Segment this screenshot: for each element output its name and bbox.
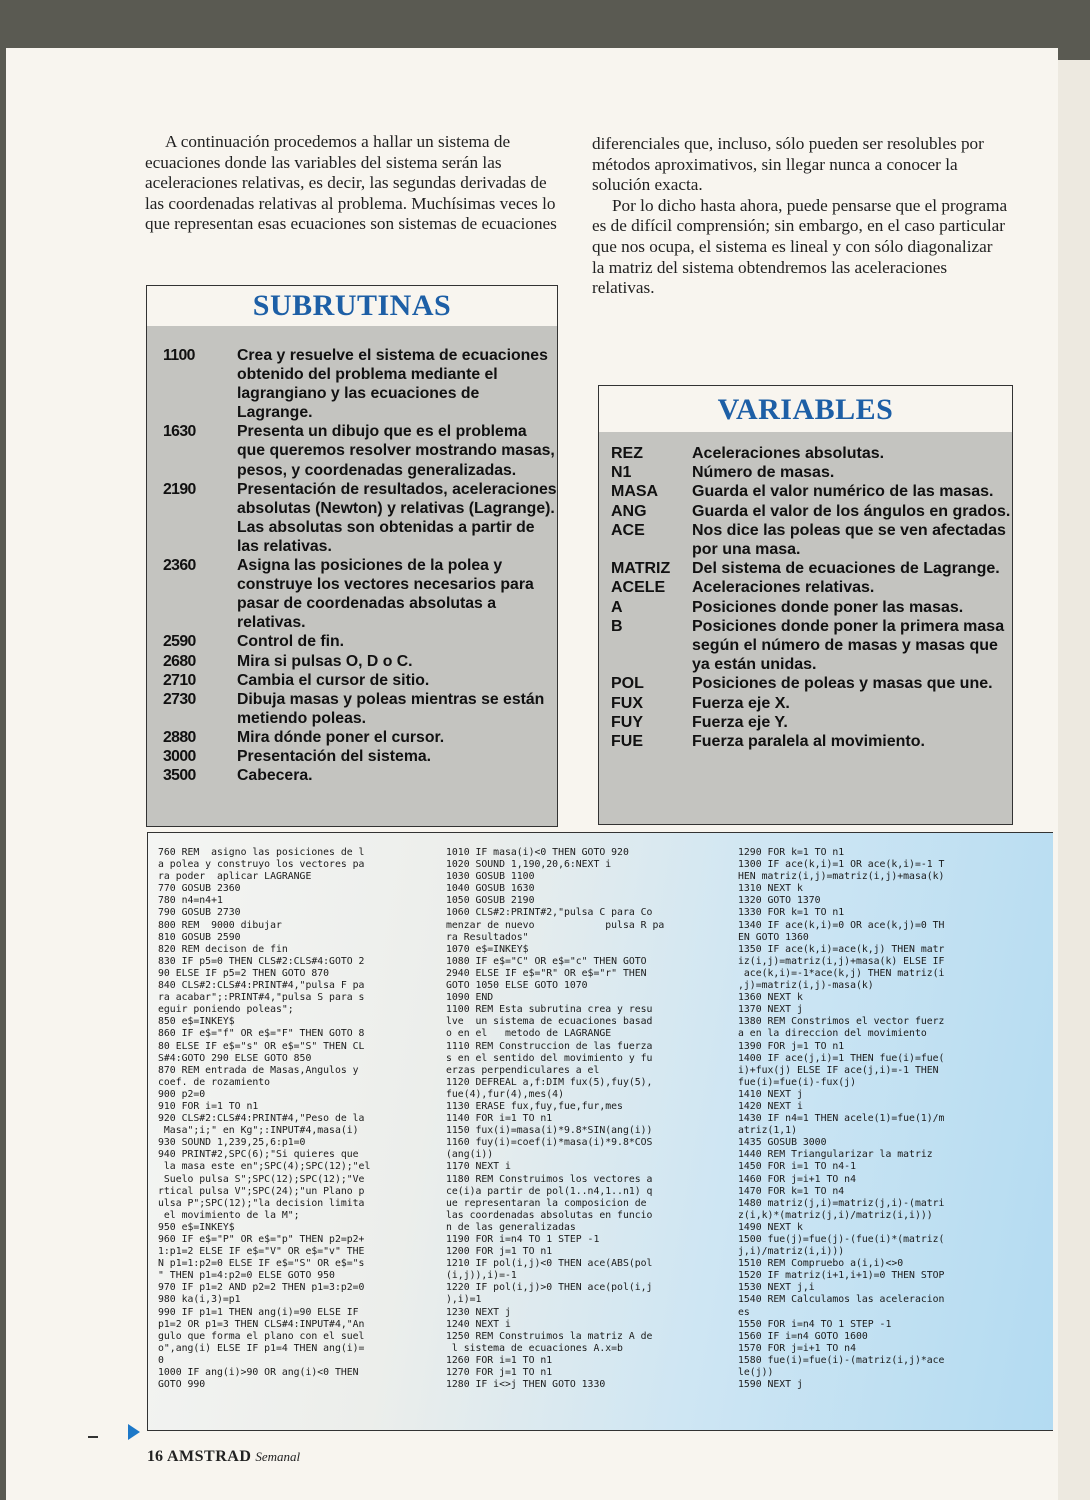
variable-name: MASA <box>611 483 659 501</box>
facing-page-edge <box>1058 60 1090 1500</box>
variable-name: A <box>611 598 623 616</box>
magazine-name: AMSTRAD <box>167 1448 252 1465</box>
subrutina-line-number: 2680 <box>163 652 196 670</box>
variable-description: Posiciones donde poner la primera masa según el número de masas y masas que ya están unidas. <box>692 617 1005 674</box>
variable-description: Fuerza paralela al movimiento. <box>692 733 925 751</box>
page-footer <box>147 1448 300 1466</box>
subrutina-item <box>147 556 557 632</box>
subrutina-item <box>147 747 557 766</box>
subrutina-line-number: 2730 <box>163 690 196 708</box>
listing-column-3: 1290 FOR k=1 TO n1 1300 IF ace(k,i)=1 OR ace(k,i)=-1 T HEN matriz(i,j)=matriz(i,j)+masa(k) 1310 NEXT k 1320 GOTO 1370 1330 FOR k=1 TO n1 1340 IF ace(k,i)=0 OR ace(k,j)=0 TH EN GOTO 1360 1350 IF ace(k,i)=ace(k,j) THEN matr iz(i,j)=matriz(i,j)+masa(k) ELSE IF ace(k,i)=-1*ace(k,j) THEN matriz(i ,j)=matriz(i,j)-masa(k) 1360 NEXT k 1370 NEXT j 1380 REM Constrimos el vector fuerz a en la direccion del movimiento 1390 FOR j=1 TO n1 1400 IF ace(j,i)=1 THEN fue(i)=fue( i)+fux(j) ELSE IF ace(j,i)=-1 THEN fue(i)=fue(i)-fux(j) 1410 NEXT j 1420 NEXT i 1430 IF n4=1 THEN acele(1)=fue(1)/m atriz(1,1) 1435 GOSUB 3000 1440 REM Triangularizar la matriz 1450 FOR i=1 TO n4-1 1460 FOR j=i+1 TO n4 1470 FOR k=1 TO n4 1480 matriz(j,i)=matriz(j,i)-(matri z(i,k)*(matriz(j,i)/matriz(i,i))) 1490 NEXT k 1500 fue(j)=fue(j)-(fue(i)*(matriz( j,i)/matriz(i,i))) 1510 REM Compruebo a(i,i)<>0 1520 IF matriz(i+1,i+1)=0 THEN STOP 1530 NEXT j,i 1540 REM Calculamos las aceleracion es 1550 FOR i=n4 TO 1 STEP -1 1560 IF i=n4 GOTO 1600 1570 FOR j=i+1 TO n4 1580 fue(i)=fue(i)-(matriz(i,j)*ace le(j)) 1590 NEXT j <box>738 847 945 1391</box>
subrutina-description: Mira si pulsas O, D o C. <box>237 652 413 670</box>
variable-description: Del sistema de ecuaciones de Lagrange. <box>692 560 1000 578</box>
variable-item <box>599 732 1012 751</box>
subrutina-item <box>147 690 557 728</box>
variable-name: MATRIZ <box>611 560 671 578</box>
subrutina-line-number: 1100 <box>163 347 195 364</box>
subrutina-description: Control de fin. <box>237 633 345 651</box>
subrutina-item <box>147 728 557 747</box>
magazine-subtitle: Semanal <box>255 1449 301 1464</box>
variable-item <box>599 713 1012 732</box>
variable-description: Guarda el valor numérico de las masas. <box>692 483 994 501</box>
intro-left-paragraph: A continuación procedemos a hallar un sistema de ecuaciones donde las variables del sistema serán las aceleraciones relativas, es decir, las segundas derivadas de las coordenadas relativas al problema. Muchísimas veces lo que representan esas ecuaciones son sistemas de ecuaciones <box>145 132 557 234</box>
variables-list <box>599 432 1012 824</box>
subrutina-line-number: 2360 <box>163 557 196 575</box>
variable-name: B <box>611 617 623 635</box>
subrutina-line-number: 3000 <box>163 747 196 765</box>
variable-item <box>599 617 1012 675</box>
variable-description: Aceleraciones absolutas. <box>692 445 885 462</box>
subrutina-line-number: 2590 <box>163 633 196 651</box>
variable-item <box>599 463 1012 482</box>
subrutinas-list <box>147 326 557 826</box>
variable-name: ACELE <box>611 579 666 597</box>
variable-name: FUE <box>611 733 643 751</box>
variable-name: N1 <box>611 464 632 482</box>
variable-name: REZ <box>611 445 643 462</box>
subrutina-description: Asigna las posiciones de la polea y construye los vectores necesarios para pasar de coordenadas absolutas a relativas. <box>237 557 534 632</box>
listing-column-1: 760 REM asigno las posiciones de l a polea y construyo los vectores pa ra poder aplicar LAGRANGE 770 GOSUB 2360 780 n4=n4+1 790 GOSUB 2730 800 REM 9000 dibujar 810 GOSUB 2590 820 REM decison de fin 830 IF p5=0 THEN CLS#2:CLS#4:GOTO 2 90 ELSE IF p5=2 THEN GOTO 870 840 CLS#2:CLS#4:PRINT#4,"pulsa F pa ra acabar";:PRINT#4,"pulsa S para s eguir poniendo poleas"; 850 e$=INKEY$ 860 IF e$="f" OR e$="F" THEN GOTO 8 80 ELSE IF e$="s" OR e$="S" THEN CL S#4:GOTO 290 ELSE GOTO 850 870 REM entrada de Masas,Angulos y coef. de rozamiento 900 p2=0 910 FOR i=1 TO n1 920 CLS#2:CLS#4:PRINT#4,"Peso de la Masa";i;" en Kg";:INPUT#4,masa(i) 930 SOUND 1,239,25,6:p1=0 940 PRINT#2,SPC(6);"Si quieres que la masa este en";SPC(4);SPC(12);"el Suelo pulsa S";SPC(12);SPC(12);"Ve rtical pulsa V";SPC(24);"un Plano p ulsa P";SPC(12);"la decision limita el movimiento de la M"; 950 e$=INKEY$ 960 IF e$="P" OR e$="p" THEN p2=p2+ 1:p1=2 ELSE IF e$="V" OR e$="v" THE N p1=1:p2=0 ELSE IF e$="S" OR e$="s " THEN p1=4:p2=0 ELSE GOTO 950 970 IF p1=2 AND p2=2 THEN p1=3:p2=0 980 ka(i,3)=p1 990 IF p1=1 THEN ang(i)=90 ELSE IF p1=2 OR p1=3 THEN CLS#4:INPUT#4,"An gulo que forma el plano con el suel o",ang(i) ELSE IF p1=4 THEN ang(i)= 0 1000 IF ang(i)>90 OR ang(i)<0 THEN GOTO 990 <box>158 847 371 1391</box>
subrutina-item <box>147 671 557 690</box>
subrutina-item <box>147 766 557 785</box>
subrutina-description: Cabecera. <box>237 767 313 785</box>
listing-marker-triangle <box>128 1424 140 1440</box>
variables-title: VARIABLES <box>717 393 894 426</box>
intro-text-left <box>145 132 567 235</box>
intro-right-paragraph-1: diferenciales que, incluso, sólo pueden ser resolubles por métodos aproximativos, sin llegar nunca a conocer la solución exacta. <box>592 134 984 195</box>
margin-dash <box>88 1436 98 1438</box>
listing-column-2: 1010 IF masa(i)<0 THEN GOTO 920 1020 SOUND 1,190,20,6:NEXT i 1030 GOSUB 1100 1040 GOSUB 1630 1050 GOSUB 2190 1060 CLS#2:PRINT#2,"pulsa C para Co menzar de nuevo pulsa R pa ra Resultados" 1070 e$=INKEY$ 1080 IF e$="C" OR e$="c" THEN GOTO 2940 ELSE IF e$="R" OR e$="r" THEN GOTO 1050 ELSE GOTO 1070 1090 END 1100 REM Esta subrutina crea y resu lve un sistema de ecuaciones basad o en el metodo de LAGRANGE 1110 REM Construccion de las fuerza s en el sentido del movimiento y fu erzas perpendiculares a el 1120 DEFREAL a,f:DIM fux(5),fuy(5), fue(4),fur(4),mes(4) 1130 ERASE fux,fuy,fue,fur,mes 1140 FOR i=1 TO n1 1150 fux(i)=masa(i)*9.8*SIN(ang(i)) 1160 fuy(i)=coef(i)*masa(i)*9.8*COS (ang(i)) 1170 NEXT i 1180 REM Construimos los vectores a ce(i)a partir de pol(1..n4,1..n1) q ue representaran la composicion de las coordenadas absolutas en funcio n de las generalizadas 1190 FOR i=n4 TO 1 STEP -1 1200 FOR j=1 TO n1 1210 IF pol(i,j)<0 THEN ace(ABS(pol (i,j)),i)=-1 1220 IF pol(i,j)>0 THEN ace(pol(i,j ),i)=1 1230 NEXT j 1240 NEXT i 1250 REM Construimos la matriz A de l sistema de ecuaciones A.x=b 1260 FOR i=1 TO n1 1270 FOR j=1 TO n1 1280 IF i<>j THEN GOTO 1330 <box>446 847 665 1391</box>
variable-description: Fuerza eje X. <box>692 694 790 712</box>
variable-name: FUY <box>611 713 643 731</box>
variable-description: Fuerza eje Y. <box>692 713 788 731</box>
intro-right-paragraph-2: Por lo dicho hasta ahora, puede pensarse que el programa es de difícil comprensión; sin embargo, en el caso particular que nos ocupa, el sistema es lineal y con sólo diagonalizar la matriz del sistema obtendremos las aceleraciones relativas. <box>592 195 1008 298</box>
variable-item <box>599 482 1012 501</box>
subrutina-description: Presentación del sistema. <box>237 747 432 765</box>
subrutinas-box <box>146 285 558 827</box>
subrutina-description: Presenta un dibujo que es el problema que queremos resolver mostrando masas, pesos, y coordenadas generalizadas. <box>237 423 555 479</box>
intro-text-right <box>592 134 1008 299</box>
variables-box <box>598 385 1013 825</box>
variable-name: POL <box>611 675 644 693</box>
variable-description: Número de masas. <box>692 464 835 482</box>
subrutina-description: Dibuja masas y poleas mientras se están metiendo poleas. <box>237 690 545 727</box>
variable-item <box>599 502 1012 521</box>
subrutina-item <box>147 480 557 556</box>
variable-item <box>599 521 1012 559</box>
page-number: 16 <box>147 1448 163 1465</box>
variable-item <box>599 559 1012 578</box>
subrutina-line-number: 1630 <box>163 423 196 441</box>
variable-description: Guarda el valor de los ángulos en grados. <box>692 502 1011 520</box>
subrutina-item <box>147 346 557 422</box>
subrutina-description: Crea y resuelve el sistema de ecuaciones obtenido del problema mediante el lagrangiano y las ecuaciones de Lagrange. <box>237 347 548 422</box>
subrutina-line-number: 2880 <box>163 728 196 746</box>
subrutina-description: Presentación de resultados, aceleraciones absolutas (Newton) y relativas (Lagrange). Las absolutas son obtenidas a partir de las relativas. <box>237 480 557 555</box>
subrutina-item <box>147 422 557 479</box>
subrutina-line-number: 2190 <box>163 480 196 498</box>
variable-description: Nos dice las poleas que se ven afectadas por una masa. <box>692 521 1006 559</box>
variable-name: ACE <box>611 521 645 539</box>
variable-item <box>599 598 1012 617</box>
variable-description: Aceleraciones relativas. <box>692 579 875 597</box>
subrutinas-title: SUBRUTINAS <box>252 289 452 322</box>
subrutina-line-number: 2710 <box>163 671 196 689</box>
subrutina-description: Mira dónde poner el cursor. <box>237 728 445 746</box>
basic-program-listing <box>147 832 1053 1431</box>
subrutina-line-number: 3500 <box>163 767 196 785</box>
variable-item <box>599 444 1012 463</box>
subrutina-item <box>147 652 557 671</box>
subrutina-description: Cambia el cursor de sitio. <box>237 671 430 689</box>
variable-item <box>599 578 1012 597</box>
variable-item <box>599 674 1012 693</box>
variable-item <box>599 694 1012 713</box>
variable-description: Posiciones donde poner las masas. <box>692 598 964 616</box>
variable-name: FUX <box>611 694 643 712</box>
subrutina-item <box>147 632 557 651</box>
variable-description: Posiciones de poleas y masas que une. <box>692 675 993 693</box>
variable-name: ANG <box>611 502 647 520</box>
